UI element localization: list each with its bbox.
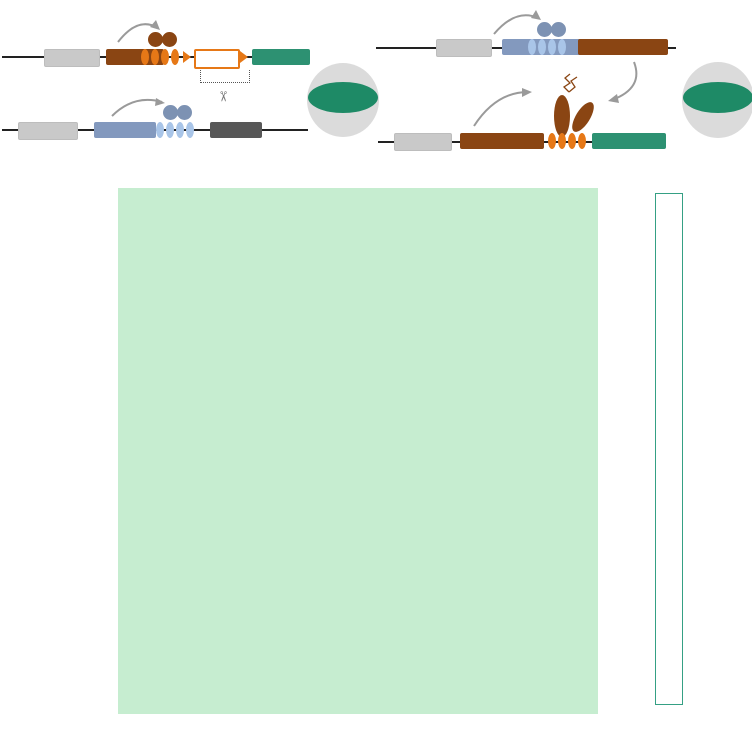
zipper-squiggle-icon: [564, 74, 577, 92]
panel-a-arrows: [0, 0, 376, 180]
panel-b-arrows: [376, 0, 752, 180]
heatmap-grid: [118, 188, 598, 714]
scissors-icon: ✂: [215, 90, 232, 103]
colorbar: [655, 193, 683, 705]
panel-a: [0, 0, 376, 180]
gene-label-column: [0, 188, 112, 712]
panel-b: [376, 0, 752, 180]
